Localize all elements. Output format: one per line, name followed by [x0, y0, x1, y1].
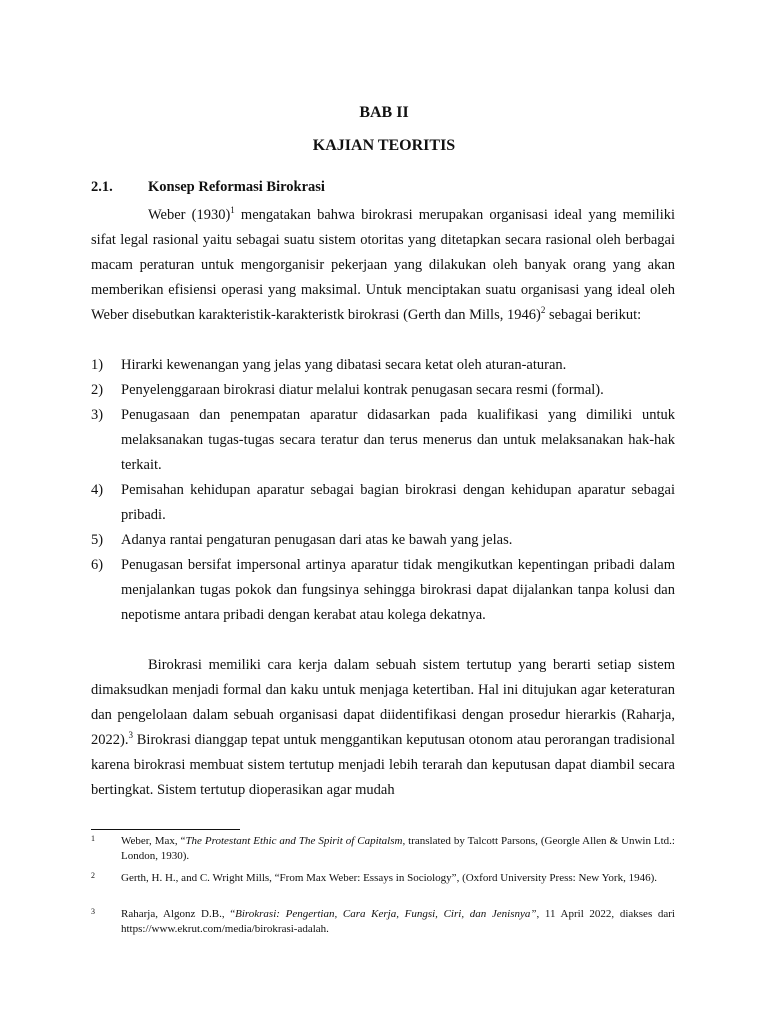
section-number: 2.1. — [91, 179, 113, 195]
list-item — [91, 478, 675, 528]
list-number: 3) — [91, 407, 104, 423]
list-number: 4) — [91, 482, 104, 498]
list-text: Penyelenggaraan birokrasi diatur melalui kontrak penugasan secara resmi (formal). — [121, 382, 604, 398]
section-heading — [91, 179, 325, 196]
list-number: 1) — [91, 357, 104, 373]
footnote-mark: 2 — [91, 871, 95, 880]
chapter-title: KAJIAN TEORITIS — [312, 137, 456, 154]
paragraph-text: mengatakan bahwa birokrasi merupakan organisasi ideal yang memiliki sifat legal rasional yaitu sebagai suatu sistem otoritas yang ditetapkan secara rasional oleh berbagai macam peraturan untuk mengorganisir pekerjaan yang dilakukan oleh banyak orang yang akan memberikan efisiensi operasi yang maksimal. Untuk menciptakan suatu organisasi yang ideal oleh Weber disebutkan karakteristik-karakteristk birokrasi (Gerth dan Mills, 1946) — [91, 207, 675, 323]
list-item — [91, 528, 675, 553]
footnote-text: Gerth, H. H., and C. Wright Mills, “From Max Weber: Essays in Sociology”, (Oxford University Press: New York, 1946). — [121, 872, 657, 884]
footnote-mark: 3 — [91, 907, 95, 916]
characteristics-list — [91, 353, 675, 628]
section-title: Konsep Reformasi Birokrasi — [148, 179, 325, 195]
list-item — [91, 378, 675, 403]
footnote-separator — [91, 829, 240, 830]
paragraph-weber — [91, 203, 675, 328]
footnote-mark: 1 — [91, 834, 95, 843]
list-item — [91, 403, 675, 478]
paragraph-text: Birokrasi memiliki cara kerja dalam sebuah sistem tertutup yang berarti setiap sistem dimaksudkan menjadi formal dan kaku untuk menjaga ketertiban. Hal ini ditujukan agar keteraturan dan pengelolaan dalam sebuah organisasi dapat diidentifikasi dengan prosedur hierarkis (Raharja, 2022). — [91, 657, 675, 748]
list-text: Penugasan bersifat impersonal artinya aparatur tidak mengikutkan kepentingan pribadi dalam menjalankan tugas pokok dan fungsinya sehingga birokrasi dapat dijalankan tanpa kolusi dan nepotisme antara pribadi dengan kerabat atau kolega dekatnya. — [121, 557, 675, 623]
chapter-heading: BAB II — [359, 104, 409, 121]
footnote-text: Raharja, Algonz D.B., “ — [121, 908, 236, 920]
list-number: 5) — [91, 532, 104, 548]
list-text: Pemisahan kehidupan aparatur sebagai bagian birokrasi dengan kehidupan aparatur sebagai pribadi. — [121, 482, 675, 523]
list-text: Penugasaan dan penempatan aparatur didasarkan pada kualifikasi yang dimiliki untuk melaksanakan tugas-tugas secara teratur dan terus menerus dan untuk melaksanakan hak-hak terkait. — [121, 407, 675, 473]
footnote-text: translated by Talcott Parsons, (Georgle Allen & Unwin Ltd.: London, 1930). — [121, 835, 675, 862]
list-item — [91, 353, 675, 378]
paragraph-text: sebagai berikut: — [545, 307, 642, 323]
footnote-italic-title: The Protestant Ethic and The Spirit of Capitalsm, — [185, 835, 406, 847]
footnote-ref-2[interactable]: 2 — [540, 305, 546, 316]
paragraph-birokrasi — [91, 653, 675, 803]
footnote-text: Weber, Max, “ — [121, 835, 186, 847]
footnote-ref-3[interactable]: 3 — [128, 730, 133, 741]
footnote-3 — [91, 907, 675, 937]
footnote-ref-1[interactable]: 1 — [230, 205, 235, 216]
footnote-italic-title: Birokrasi: Pengertian, Cara Kerja, Fungsi, Ciri, dan Jenisnya” — [235, 908, 537, 920]
paragraph-text: Birokrasi dianggap tepat untuk menggantikan keputusan otonom atau perorangan tradisional karena birokrasi membuat sistem tertutup menjadi lebih terarah dan keputusan dapat diambil secara bertingkat. Sistem tertutup dioperasikan agar mudah — [91, 732, 675, 798]
footnote-1 — [91, 834, 675, 864]
paragraph-text: Weber (1930) — [148, 207, 231, 223]
list-item — [91, 553, 675, 628]
list-text: Hirarki kewenangan yang jelas yang dibatasi secara ketat oleh aturan-aturan. — [121, 357, 567, 373]
list-number: 2) — [91, 382, 104, 398]
footnote-text: , 11 April 2022, diakses dari https://www.ekrut.com/media/birokrasi-adalah. — [121, 908, 675, 935]
list-text: Adanya rantai pengaturan penugasan dari atas ke bawah yang jelas. — [121, 532, 513, 548]
footnote-2 — [91, 871, 675, 886]
list-number: 6) — [91, 557, 104, 573]
